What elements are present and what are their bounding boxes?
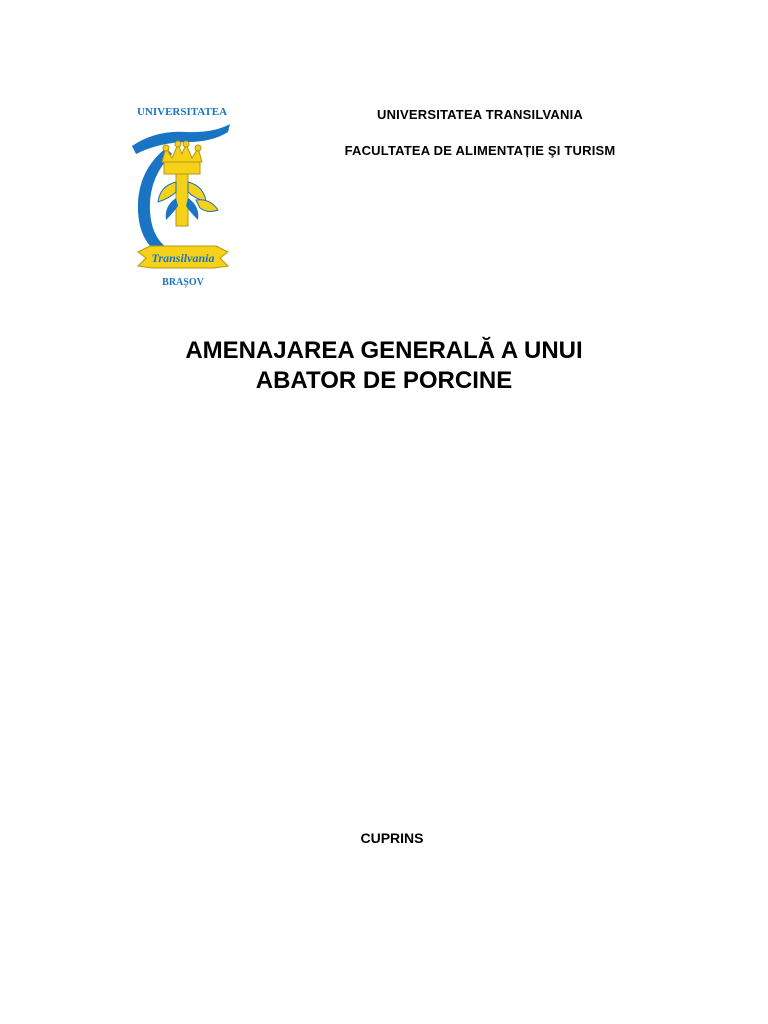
title-line-2: ABATOR DE PORCINE (255, 367, 513, 394)
logo-bottom-text: BRAȘOV (162, 277, 204, 288)
logo-ribbon-text: Transilvania (151, 251, 215, 265)
contents-heading: CUPRINS (360, 830, 424, 846)
title-line-1: AMENAJAREA GENERALĂ A UNUI (185, 337, 583, 364)
faculty-name: FACULTATEA DE ALIMENTAȚIE ŞI TURISM (344, 143, 616, 158)
university-logo (126, 102, 238, 288)
university-name: UNIVERSITATEA TRANSILVANIA (377, 107, 583, 122)
document-title (84, 336, 684, 396)
logo-top-text: UNIVERSITATEA (136, 106, 228, 118)
